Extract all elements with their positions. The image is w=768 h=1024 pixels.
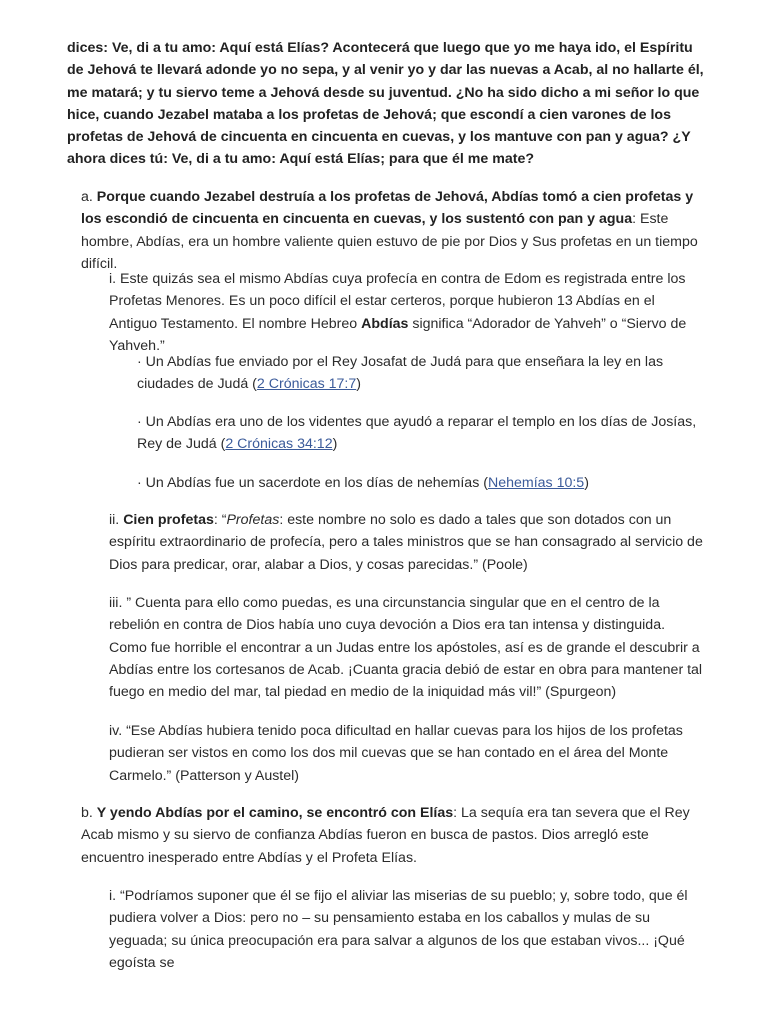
point-b-text: : La sequía era tan severa que el Rey Acab mismo y su siervo de confianza Abdías fueron en busca de pastos. Dios arregló este encuentro inesperado entre Abdías y el Profeta Elías. <box>81 805 690 866</box>
scripture-quote-paragraph <box>67 37 707 171</box>
point-a-iv-paragraph <box>109 720 705 787</box>
point-a-iii-text: iii. ” Cuenta para ello como puedas, es una circunstancia singular que en el centro de la rebelión en contra de Dios había uno cuya devoción a Dios era tan intensa y distinguida. Como fue horrible el encontrar a un Judas entre los apóstoles, así es de grande el descubrir a Abdías entre los cortesanos de Acab. ¡Cuanta gracia debió de estar en obra para mantener tal fuego en medio del mar, tal piedad en medio de la iniquidad más vil!” (Spurgeon) <box>109 595 703 701</box>
point-a-text: : Este hombre, Abdías, era un hombre valiente quien estuvo de pie por Dios y Sus profetas en un tiempo difícil. <box>81 211 698 272</box>
point-a-paragraph <box>81 186 705 275</box>
scripture-link[interactable]: 2 Crónicas 34:12 <box>225 436 333 453</box>
point-a-iii-paragraph <box>109 592 705 703</box>
bullet-text: · Un Abdías fue enviado por el Rey Josafat de Judá para que enseñara la ley en las ciudades de Judá ( <box>137 354 664 393</box>
scripture-quote-text: dices: Ve, di a tu amo: Aquí está Elías? Acontecerá que luego que yo me haya ido, el Espíritu de Jehová te llevará adonde yo no sepa, y al venir yo y dar las nuevas a Acab, al no hallarte él, me matará; y tu siervo teme a Jehová desde su juventud. ¿No ha sido dicho a mi señor lo que hice, cuando Jezabel mataba a los profetas de Jehová; que escondí a cien varones de los profetas de Jehová de cincuenta en cincuenta en cuevas, y los mantuve con pan y agua? ¿Y ahora dices tú: Ve, di a tu amo: Aquí está Elías; para que él me mate? <box>67 40 704 168</box>
scripture-link[interactable]: Nehemías 10:5 <box>487 475 585 491</box>
bullet-text: · Un Abdías fue un sacerdote en los días de nehemías ( <box>137 475 488 491</box>
point-a-marker: a. <box>81 189 97 205</box>
bullet-item <box>137 472 705 494</box>
point-a-i-text-1: i. Este quizás sea el mismo Abdías cuya profecía en contra de Edom es registrada entre los Profetas Menores. Es un poco difícil el estar certeros, porque hubieron 13 Abdías en el Antiguo Testamento. El nombre Hebreo <box>109 271 686 332</box>
bullet-close: ) <box>584 475 589 491</box>
bullet-item <box>137 411 705 456</box>
point-a-ii-marker: ii. <box>109 512 124 528</box>
point-a-ii-paragraph <box>109 509 705 576</box>
point-a-ii-text-1: : “ <box>213 512 227 528</box>
point-b-paragraph <box>81 802 705 869</box>
point-b-marker: b. <box>81 805 97 821</box>
point-a-iv-text: iv. “Ese Abdías hubiera tenido poca dificultad en hallar cuevas para los hijos de los profetas pudieran ser vistos en como los dos mil cuevas que se han contado en el área del Monte Carmelo.” (Patterson y Austel) <box>109 723 683 784</box>
bullet-item <box>137 351 705 396</box>
bullet-close: ) <box>356 376 361 393</box>
point-a-i-paragraph <box>109 268 705 357</box>
point-a-ii-italic: Profetas <box>226 512 280 528</box>
point-b-i-paragraph <box>109 885 705 974</box>
point-a-ii-text-2: : este nombre no solo es dado a tales que son dotados con un espíritu extraordinario de profecía, pero a tales ministros que se han consagrado al servicio de Dios para predicar, orar, alabar a Dios, y cosas parecidas.” (Poole) <box>109 512 703 573</box>
point-b-i-text: i. “Podríamos suponer que él se fijo el aliviar las miserias de su pueblo; y, sobre todo, que él pudiera volver a Dios: pero no – su pensamiento estaba en los caballos y mulas de su yeguada; su única preocupación era para salvar a algunos de los que estaban vivos... ¡Qué egoísta se <box>109 888 688 971</box>
point-a-heading: Porque cuando Jezabel destruía a los profetas de Jehová, Abdías tomó a cien profetas y los escondió de cincuenta en cincuenta en cuevas, y los sustentó con pan y agua <box>81 189 694 228</box>
scripture-link[interactable]: 2 Crónicas 17:7 <box>256 376 357 393</box>
point-b-heading: Y yendo Abdías por el camino, se encontró con Elías <box>96 805 454 821</box>
bullet-text: · Un Abdías era uno de los videntes que ayudó a reparar el templo en los días de Josías, Rey de Judá ( <box>137 414 697 453</box>
bullet-close: ) <box>332 436 338 453</box>
point-a-i-bold: Abdías <box>361 315 409 332</box>
point-a-ii-bold: Cien profetas <box>123 512 214 528</box>
point-a-i-text-2: significa “Adorador de Yahveh” o “Siervo de Yahveh.” <box>109 315 687 354</box>
